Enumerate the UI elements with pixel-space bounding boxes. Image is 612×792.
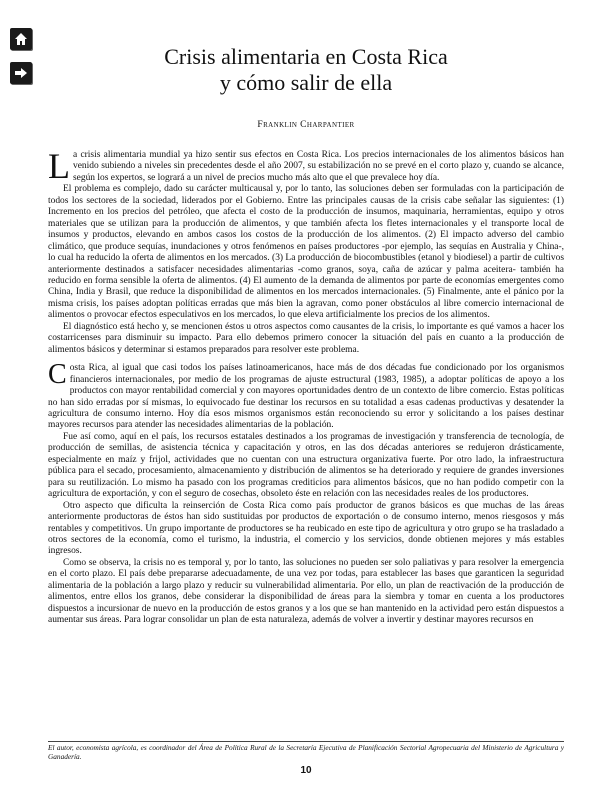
article-title [60,44,552,96]
title-line-2: y cómo salir de ella [219,70,393,95]
drop-cap: L [48,146,70,186]
arrow-right-icon [13,65,29,81]
title-line-1: Crisis alimentaria en Costa Rica [164,44,448,69]
paragraph: El diagnóstico está hecho y, se mencionen éstos u otros aspectos como causantes de la crisis, lo importante es qué vamos a hacer los costarricenses para disminuir su impacto. Para ello debemos primero conocer la situación del país en cuanto a la producción de alimentos básicos y determinar si estamos preparados para resolver este problema. [48,321,564,355]
home-icon [13,31,29,47]
paragraph: La crisis alimentaria mundial ya hizo sentir sus efectos en Costa Rica. Los precios internacionales de los alimentos básicos han venido subiendo a niveles sin precedentes desde el año 2007, su estabilización no se prevé en el corto plazo y, cuando se alcance, según los expertos, se logrará a un nivel de precios mucho más alto que el que prevalece hoy día. [48,146,564,186]
author-name: Franklin Charpantier [257,120,355,130]
paragraph: Costa Rica, al igual que casi todos los países latinoamericanos, hace más de dos décadas fue condicionado por los organismos financieros internacionales, por medio de los programas de ajuste estructural (1983, 1985), a adoptar políticas de apoyo a los productos con mayor rentabilidad comercial y con mayores oportunidades dentro de un contexto de libre comercio. Estas políticas no han sido erradas por sí mismas, lo equivocado fue destinar los recursos en su totalidad a esas cadenas productivas y desatender la agricultura de consumo interno. Hoy día esos mismos organismos están reconociendo su error y solicitando a los países destinar mayores recursos para atender las necesidades alimentarias de la población. [48,359,564,431]
footnote: El autor, economista agrícola, es coordinador del Área de Política Rural de la Secretaría Ejecutiva de Planificación Sectorial Agropecuaria del Ministerio de Agricultura y Ganadería. [48,743,564,761]
next-page-button[interactable] [10,62,32,84]
paragraph: El problema es complejo, dado su carácter multicausal y, por lo tanto, las soluciones deben ser formuladas con la participación de todos los sectores de la sociedad, liderados por el Gobierno. Entre las principales causas de la crisis cabe señalar las siguientes: (1) Incremento en los precios del petróleo, que afecta el costo de la producción de insumos, maquinaria, herramientas, equipo y otros materiales que se utilizan para la producción de alimentos, y que también afecta los fletes internacionales y el transporte local de insumos y productos, elevando en ambos casos los costos de la producción de los alimentos. (2) El impacto adverso del cambio climático, que produce sequías, inundaciones y otros fenómenos en países productores -por ejemplo, las sequías en Australia y China-, lo cual ha reducido la oferta de alimentos en los mercados. (3) La producción de biocombustibles (etanol y biodiesel) a partir de cultivos anteriormente destinados a satisfacer necesidades alimentarias -como granos, soya, caña de azúcar y palma aceitera- también ha reducido en forma sensible la oferta de alimentos. (4) El aumento de la demanda de alimentos por parte de economías emergentes como China, India y Brasil, que reduce la disponibilidad de alimentos en los mercados internacionales. (5) Finalmente, ante el pánico por la misma crisis, los países adoptan políticas erradas que más bien la agravan, como poner obstáculos al libre comercio internacional de alimentos o provocar efectos especulativos en los mercados, lo que eleva artificialmente los precios de los alimentos. [48,184,564,321]
article-body [48,146,564,627]
home-button[interactable] [10,28,32,50]
paragraph: Como se observa, la crisis no es temporal y, por lo tanto, las soluciones no pueden ser solo paliativas y para resolver la emergencia en el corto plazo. El país debe prepararse adecuadamente, de una vez por todas, para establecer las bases que garanticen la seguridad alimentaria de la población a largo plazo y reducir su vulnerabilidad alimentaria. Por ello, un plan de reactivación de la producción de alimentos, entre ellos los granos, debe considerar la disponibilidad de áreas para la siembra y tomar en cuenta a los productores dispuestos a incursionar de nuevo en la producción de estos granos y a los que se han mantenido en la actividad pero están dispuestos a aumentar sus áreas. Para lograr consolidar un plan de esta naturaleza, además de volver a invertir y destinar mayores recursos en [48,557,564,626]
drop-cap: C [48,359,67,391]
paragraph: Otro aspecto que dificulta la reinserción de Costa Rica como país productor de granos básicos es que muchas de las áreas anteriormente productoras de éstos han sido sustituidas por productos de exportación o de consumo interno, menos riesgosos y más rentables y competitivos. Un grupo importante de productores se ha reubicado en este tipo de agricultura y otro grupo se ha trasladado a otros sectores de la economía, como el turismo, la industria, el comercio y los servicios, donde obtienen mejores y más estables ingresos. [48,500,564,557]
footnote-divider [48,741,564,742]
paragraph: Fue así como, aquí en el país, los recursos estatales destinados a los programas de investigación y transferencia de tecnología, de producción de semillas, de asistencia técnica y capacitación y otros, en las dos décadas anteriores se redujeron drásticamente, especialmente en maíz y frijol, actividades que no cuentan con una estructura organizativa fuerte. Por otro lado, la infraestructura pública para el secado, procesamiento, almacenamiento y distribución de alimentos se ha deteriorado y requiere de grandes inversiones para su reutilización. Lo mismo ha pasado con los programas crediticios para alimentos básicos, que no han podido competir con la agricultura de exportación, y con el seguro de cosechas, obsoleto éste en relación con las necesidades reales de los productores. [48,431,564,500]
page-number: 10 [300,765,312,776]
